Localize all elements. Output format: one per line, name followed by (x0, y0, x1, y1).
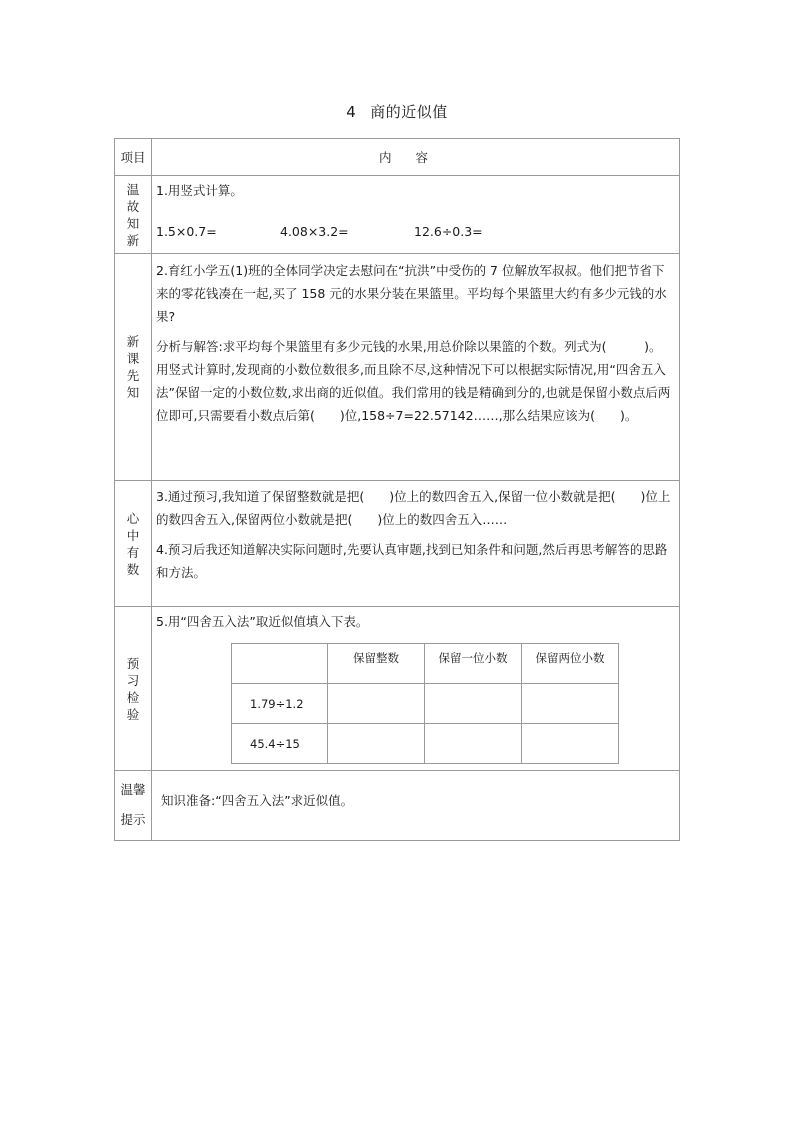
section-content (152, 481, 680, 607)
header-row (115, 139, 680, 176)
section-new-lesson (115, 254, 680, 481)
lesson-number: 4 (346, 103, 357, 121)
question-3: 3.通过预习,我知道了保留整数就是把( )位上的数四舍五入,保留一位小数就是把( )位上的数四舍五入,保留两位小数就是把( )位上的数四舍五入…… (156, 489, 671, 527)
calc-row (156, 220, 673, 243)
question-2: 2.育红小学五(1)班的全体同学决定去慰问在“抗洪”中受伤的 7 位解放军叔叔。他们把节省下来的零花钱凑在一起,买了 158 元的水果分装在果篮里。平均每个果篮里大约有多少元钱的水果? (156, 263, 667, 324)
calc-item: 1.5×0.7= (156, 224, 217, 239)
section-tips (115, 771, 680, 841)
tip-text: 知识准备:“四舍五入法”求近似值。 (161, 793, 354, 808)
approx-header-cell: 保留一位小数 (425, 644, 522, 684)
table-row (232, 684, 619, 724)
analysis-text: 分析与解答:求平均每个果篮里有多少元钱的水果,用总价除以果篮的个数。列式为( )。用竖式计算时,发现商的小数位数很多,而且除不尽,这种情况下可以根据实际情况,用“四舍五入法”保留一定的小数位数,求出商的近似值。我们常用的钱是精确到分的,也就是保留小数点后两位即可,只需要看小数点后第( )位,158÷7=22.57142……,那么结果应该为( )。 (156, 339, 671, 423)
section-content (152, 254, 680, 481)
answer-cell[interactable] (522, 724, 619, 764)
section-label: 预 习 检 验 (115, 607, 152, 771)
answer-cell[interactable] (328, 684, 425, 724)
approx-table (231, 643, 619, 764)
answer-cell[interactable] (328, 724, 425, 764)
page-title (0, 101, 794, 122)
answer-cell[interactable] (425, 684, 522, 724)
section-label: 新 课 先 知 (115, 254, 152, 481)
header-content: 内容 (152, 139, 680, 176)
section-label: 心 中 有 数 (115, 481, 152, 607)
section-content (152, 607, 680, 771)
section-content (152, 771, 680, 841)
lesson-title: 商的近似值 (370, 103, 448, 121)
table-row (232, 724, 619, 764)
section-check (115, 607, 680, 771)
approx-table-header (232, 644, 619, 684)
question-1: 1.用竖式计算。 (156, 183, 243, 198)
section-content (152, 176, 680, 254)
preview-sheet (114, 138, 680, 841)
calc-item: 12.6÷0.3= (414, 224, 483, 239)
approx-expression: 1.79÷1.2 (232, 684, 328, 724)
approx-expression: 45.4÷15 (232, 724, 328, 764)
question-4: 4.预习后我还知道解决实际问题时,先要认真审题,找到已知条件和问题,然后再思考解答的思路和方法。 (156, 542, 668, 580)
answer-cell[interactable] (425, 724, 522, 764)
header-label: 项目 (115, 139, 152, 176)
section-mind (115, 481, 680, 607)
approx-header-cell: 保留两位小数 (522, 644, 619, 684)
calc-item: 4.08×3.2= (280, 224, 349, 239)
section-label: 温 故 知 新 (115, 176, 152, 254)
answer-cell[interactable] (522, 684, 619, 724)
section-label: 温馨 提示 (115, 771, 152, 841)
approx-header-cell: 保留整数 (328, 644, 425, 684)
section-review (115, 176, 680, 254)
approx-header-cell (232, 644, 328, 684)
question-5: 5.用“四舍五入法”取近似值填入下表。 (156, 614, 369, 629)
